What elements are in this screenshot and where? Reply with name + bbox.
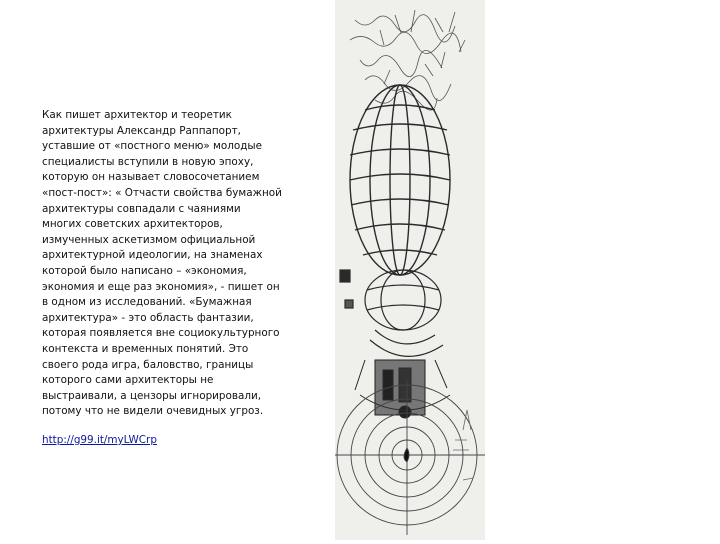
body-paragraph: Как пишет архитектор и теоретик архитектуры Александр Раппапорт, уставшие от «постного меню» молодые специалисты вступили в новую эпоху, которую он называет словосочетанием «пост-пост»: « Отчасти свойства бумажной архитектуры совпадали с чаяниями многих советских архитекторов, измученных аскетизмом официальной архитектурной идеологии, на знаменах которой было написано – «экономия, экономия и еще раз экономия», - пишет он в одном из исследований. «Бумажная архитектура» - это область фантазии, которая появляется вне социокультурного контекста и временных понятий. Это своего рода игра, баловство, границы которого сами архитекторы не выстраивали, а цензоры игнорировали, потому что не видели очевидных угроз. [42,109,282,418]
drawing-image [335,0,485,540]
machinery-section [355,360,450,418]
top-scribbles [350,10,465,110]
architectural-drawing [335,0,485,540]
middle-section [340,270,443,356]
side-marks [453,410,473,480]
upper-ellipsoid [350,85,450,275]
text-column [42,108,282,448]
source-link[interactable]: http://g99.it/myLWCrp [42,433,157,446]
